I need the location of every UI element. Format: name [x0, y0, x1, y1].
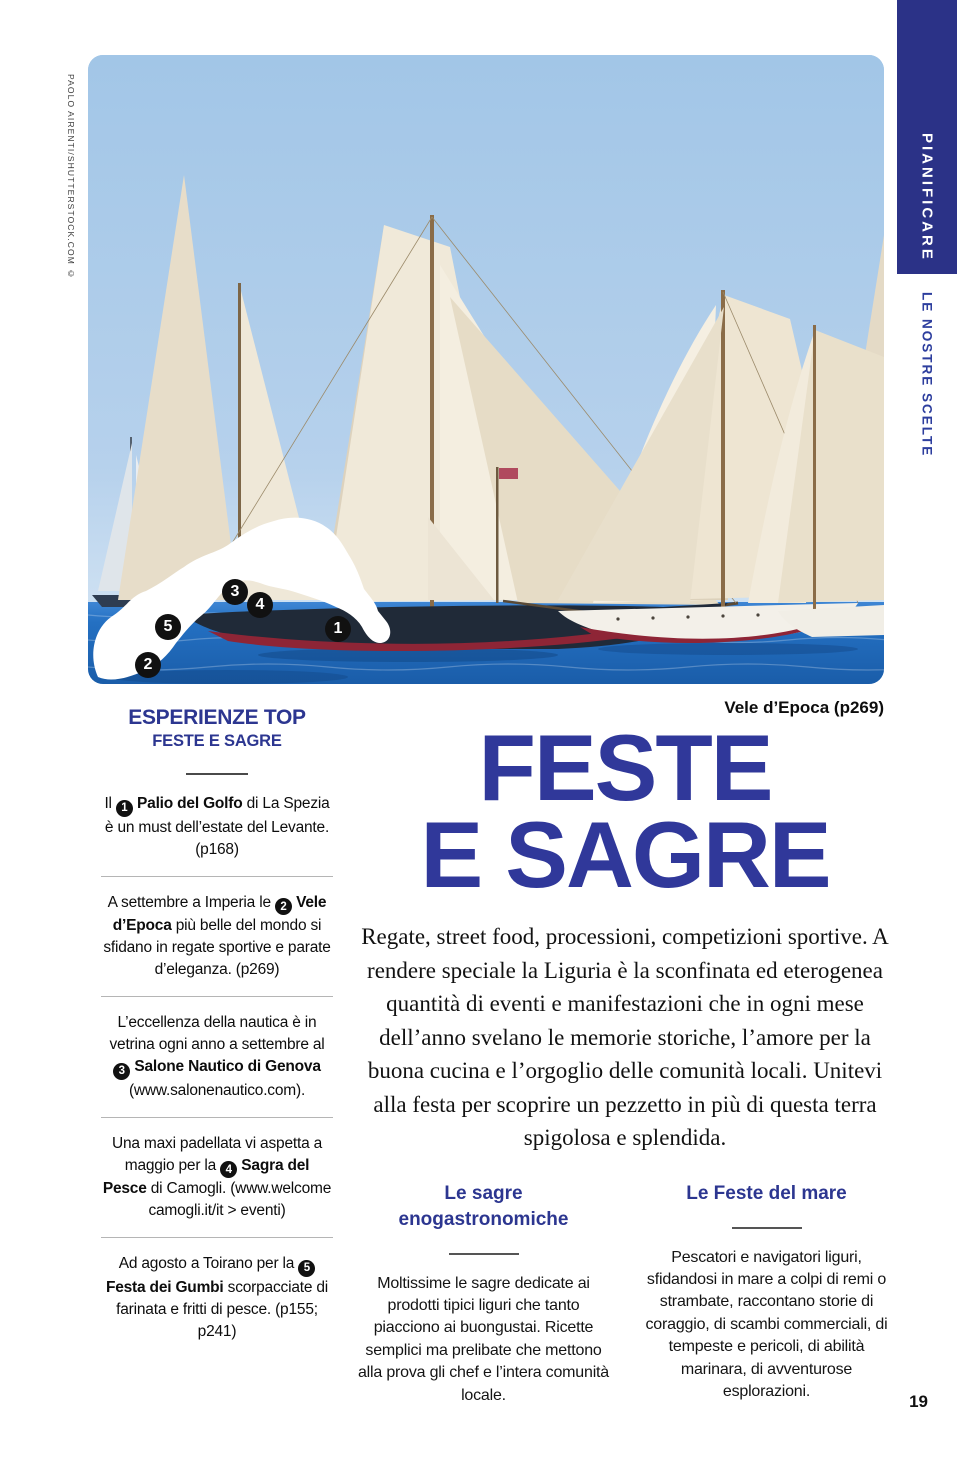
item-divider [101, 1117, 333, 1118]
item-divider [101, 1237, 333, 1238]
article-subcolumn [638, 1181, 895, 1407]
number-badge: 1 [116, 800, 133, 817]
page-number: 19 [909, 1392, 928, 1411]
subcolumn-heading: Le sagre enogastronomiche [398, 1182, 569, 1230]
number-badge: 5 [298, 1260, 315, 1277]
experience-item: Ad agosto a Toirano per la 5 Festa dei Gumbi scorpacciate di farinata e fritti di pesce. (p155; p241) [105, 1255, 329, 1340]
number-badge: 2 [275, 898, 292, 915]
number-badge: 3 [113, 1063, 130, 1080]
experience-item: A settembre a Imperia le 2 Vele d’Epoca più belle del mondo si sfidano in regate sportive e parate d’eleganza. (p269) [103, 893, 331, 978]
event-name: Salone Nautico di Genova [134, 1058, 321, 1075]
subcolumn-divider [449, 1253, 519, 1255]
photo-caption: Vele d’Epoca (p269) [724, 698, 884, 717]
item-divider [101, 996, 333, 997]
subcolumn-divider [732, 1227, 802, 1229]
article-title-line1: FESTE [478, 715, 772, 820]
experience-item: Il 1 Palio del Golfo di La Spezia è un must dell’estate del Levante. (p168) [104, 795, 330, 858]
subcolumn-body: Pescatori e navigatori liguri, sfidandosi in mare a colpi di remi o strambate, raccontano storie di coraggio, di scambi commerciali, di tempeste e pericoli, di abilità marinara, di avventurose esplorazioni. [645, 1248, 888, 1400]
article-title [355, 715, 895, 907]
article-title-line2: E SAGRE [420, 802, 830, 907]
map-marker-2: 2 [135, 652, 161, 678]
article-subcolumn [355, 1181, 612, 1407]
map-marker-5: 5 [155, 614, 181, 640]
subsection-label: LE NOSTRE SCELTE [919, 292, 935, 458]
article-subcolumns [355, 1181, 895, 1407]
experiences-subtitle: FESTE E SAGRE [152, 732, 282, 750]
subcolumn-body: Moltissime le sagre dedicate ai prodotti tipici liguri che tanto piacciono ai buongustai. Ricette semplici ma prelibate che mettono alla prova gli chef e l’intera comunità locale. [357, 1274, 609, 1404]
hero-photo [88, 55, 884, 684]
subcolumn-heading: Le Feste del mare [686, 1182, 847, 1204]
heading-divider [186, 773, 248, 775]
experiences-column [101, 706, 333, 1343]
experiences-list [101, 793, 333, 1343]
map-marker-3: 3 [222, 579, 248, 605]
article [355, 715, 895, 1407]
event-name: Palio del Golfo [137, 795, 243, 812]
map-marker-4: 4 [247, 592, 273, 618]
experiences-title: ESPERIENZE TOP [128, 706, 306, 729]
event-name: Sagra del Pesce [102, 1156, 310, 1197]
map-marker-1: 1 [325, 616, 351, 642]
experience-item: L’eccellenza della nautica è in vetrina ogni anno a settembre al 3 Salone Nautico di Genova (www.salonenautico.com). [109, 1014, 325, 1099]
event-name: Vele d’Epoca [112, 893, 327, 934]
sidebar-subsection [897, 292, 957, 457]
photo-credit: PAOLO AIRENTI/SHUTTERSTOCK.COM © [66, 74, 76, 280]
article-intro: Regate, street food, processioni, competizioni sportive. A rendere speciale la Liguria è la sconfinata ed eterogenea quantità di eventi e manifestazioni che in ogni mese dell’anno svelano le memorie storiche, l’amore per la buona cucina e l’orgoglio delle comunità locali. Unitevi alla festa per scoprire un pezzetto in più di questa terra spigolosa e splendida. [361, 924, 889, 1150]
number-badge: 4 [220, 1161, 237, 1178]
item-divider [101, 876, 333, 877]
section-label: PIANIFICARE [918, 133, 936, 262]
experience-item: Una maxi padellata vi aspetta a maggio per la 4 Sagra del Pesce di Camogli. (www.welcome camogli.it/it > eventi) [102, 1134, 332, 1219]
event-name: Festa dei Gumbi [105, 1278, 224, 1296]
sailboats-illustration [88, 55, 884, 684]
sidebar-section-tab [897, 0, 957, 274]
